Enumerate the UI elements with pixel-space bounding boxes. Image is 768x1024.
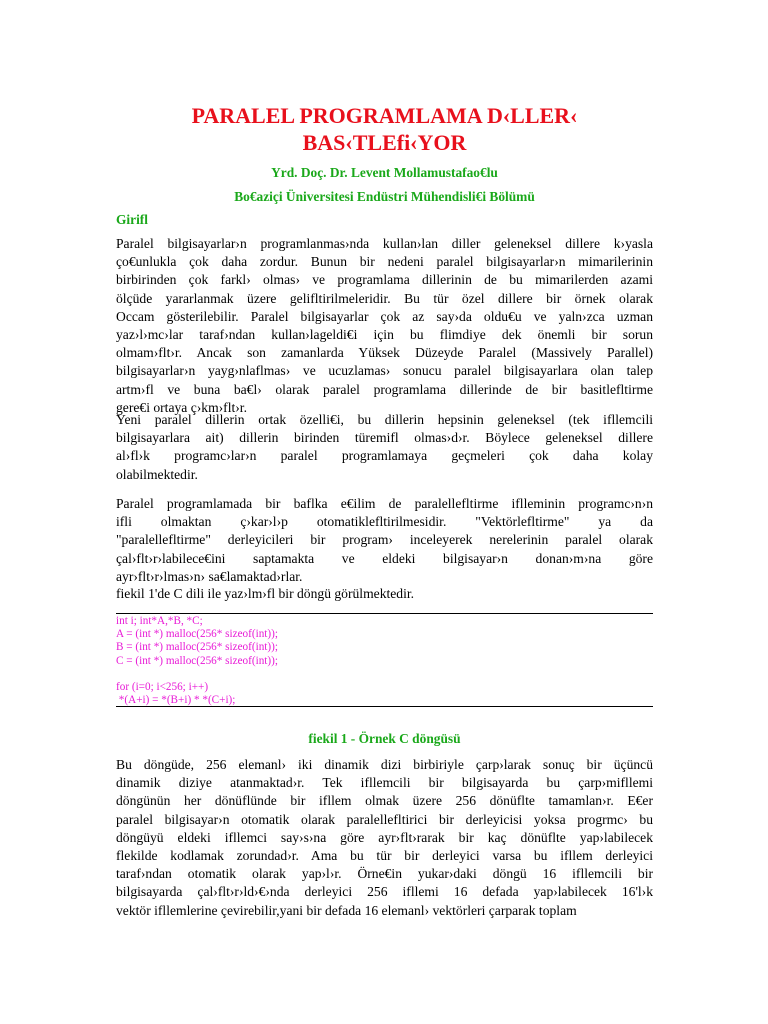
text-line: bilgisayarda çal›flt›r›ld›€›nda derleyici 256 ifllemi 16 defada yap›labilecek 16'l›k — [116, 884, 653, 900]
text-line: olmam›flt›r. Ancak son zamanlarda Yüksek Düzeyde Paralel (Massively Parallel) — [116, 345, 653, 361]
text-line: ölçüde yararlanmak üzere gelifltirilmeleridir. Bu tür özel dillere bir örnek olarak — [116, 290, 653, 306]
text-line: birbirinden çok farkl› olmas› ve programlama dillerinin de bu mimarilerden azami — [116, 272, 653, 288]
text-line: olabilmektedir. — [116, 466, 198, 482]
text-line: paralel bilgisayar›n otomatik olarak paralellefltirici bir derleyicisi yoksa progrmc› bu — [116, 811, 653, 827]
code-line: for (i=0; i<256; i++) — [116, 680, 209, 693]
code-line: int i; int*A,*B, *C; — [116, 615, 203, 627]
code-line: C = (int *) malloc(256* sizeof(int)); — [116, 654, 278, 667]
code-line: *(A+i) = *(B+i) * *(C+i); — [116, 694, 236, 707]
author-affiliation: Bo€aziçi Üniversitesi Endüstri Mühendisli€i Bölümü — [234, 189, 535, 204]
text-line: çal›flt›r›labilece€ini saptamakta ve eldeki bilgisayar›n donan›m›na göre — [116, 550, 653, 566]
text-line: vektör ifllemlerine çevirebilir,yani bir defada 16 elemanl› vektörleri çarparak toplam — [116, 902, 577, 918]
figure-caption: fiekil 1 - Örnek C döngüsü — [308, 731, 461, 746]
paragraph-5 — [116, 756, 653, 920]
section-heading: Girifl — [116, 212, 148, 227]
paragraph-2 — [116, 411, 653, 484]
title-line-1: PARALEL PROGRAMLAMA D‹LLER‹ — [191, 103, 578, 128]
text-line: taraf›ndan otomatik olarak yap›l›r. Örne€in yukar›daki döngü 16 ifllemcili bir — [116, 866, 653, 882]
text-line: ço€unlukla çok daha zordur. Bunun bir nedeni paralel bilgisayarlar›n mimarilerinin — [116, 254, 653, 270]
text-line: ifli olmaktan ç›kar›l›p otomatiklefltirilmesidir. "Vektörlefltirme" ya da — [116, 514, 653, 530]
code-listing — [116, 613, 653, 707]
text-line: "paralellefltirme" derleyicileri bir program› inceleyerek nerelerinin paralel olarak — [116, 532, 653, 548]
paragraph-3 — [116, 495, 653, 586]
code-line: B = (int *) malloc(256* sizeof(int)); — [116, 641, 278, 654]
text-line: al›fl›k programc›lar›n paralel programlamaya geçmeleri çok daha kolay — [116, 448, 653, 464]
text-line: bilgisayarlar›n yayg›nlaflmas› ve ucuzlamas› sonucu paralel bilgisayarlara olan talep — [116, 363, 653, 379]
text-line: dinamik diziye atanmaktad›r. Tek ifllemcili bir bilgisayarda bu çarp›mifllemi — [116, 775, 653, 791]
text-line: gere€i ortaya ç›km›flt›r. — [116, 399, 247, 415]
title-line-2: BAS‹TLEfi‹YOR — [302, 130, 467, 155]
paragraph-4 — [116, 585, 653, 603]
text-line: Paralel bilgisayarlar›n programlanmas›nda kullan›lan diller geleneksel dillere k›yasla — [116, 236, 653, 251]
text-line: Bu döngüde, 256 elemanl› iki dinamik dizi birbiriyle çarp›larak sonuç bir üçüncü — [116, 757, 653, 772]
text-line: yaz›l›mc›lar taraf›ndan kullan›lageldi€i için bu flimdiye dek önemli bir sorun — [116, 327, 653, 343]
document-title — [116, 102, 653, 156]
text-line: Paralel programlamada bir baflka e€ilim de paralellefltirme iflleminin programc›n›n — [116, 496, 653, 511]
text-line: artm›fl ve buna ba€l› olarak paralel programlama dillerinde de bir basitlefltirme — [116, 381, 653, 397]
text-line: flekilde kodlamak zorundad›r. Ama bu tür bir derleyici varsa bu ifllem derleyici — [116, 848, 653, 864]
code-line: A = (int *) malloc(256* sizeof(int)); — [116, 628, 278, 641]
text-line: Occam gösterilebilir. Paralel bilgisayarlar çok az say›da oldu€u ve yaln›zca uzman — [116, 308, 653, 324]
paragraph-1 — [116, 235, 653, 417]
text-line: döngünün her dönüflünde bir ifllem olmak üzere 256 dönüflte tamamlan›r. E€er — [116, 793, 653, 809]
text-line: ayr›flt›r›lmas›n› sa€lamaktad›rlar. — [116, 568, 303, 584]
code-line — [116, 668, 653, 681]
text-line: fiekil 1'de C dili ile yaz›lm›fl bir döngü görülmektedir. — [116, 586, 415, 601]
text-line: Yeni paralel dillerin ortak özelli€i, bu dillerin hepsinin geleneksel (tek ifllemcili — [116, 412, 653, 427]
author-name: Yrd. Doç. Dr. Levent Mollamustafao€lu — [271, 165, 498, 180]
text-line: döngüyü eldeki ifllemci say›s›na göre ayr›flt›rarak bir kaç dönüflte yap›labilecek — [116, 829, 653, 845]
text-line: bilgisayarlara ait) dillerin birinden türemifl olmas›d›r. Böylece geleneksel dillere — [116, 430, 653, 446]
